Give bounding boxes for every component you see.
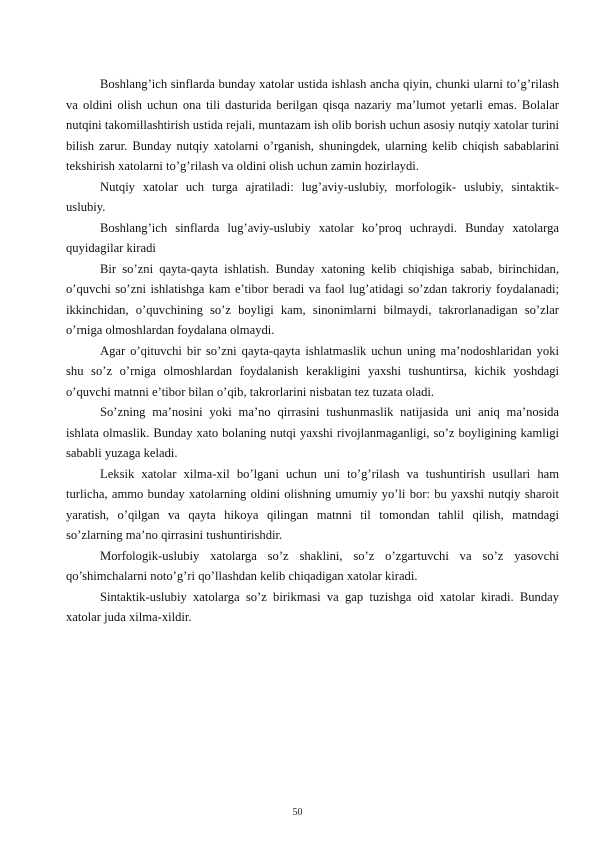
paragraph-6: So’zning ma’nosini yoki ma’no qirrasini tushunmaslik natijasida uni aniq ma’nosida ishlata olmaslik. Bunday xato bolaning nutqi yaxshi rivojlanmaganligi, so’z boyligining kamligi sababli yuzaga keladi. <box>66 405 559 460</box>
paragraph-9: Sintaktik-uslubiy xatolarga so’z birikmasi va gap tuzishga oid xatolar kiradi. Bunday xatolar juda xilma-xildir. <box>66 589 559 624</box>
paragraph-2: Nutqiy xatolar uch turga ajratiladi: lug’aviy-uslubiy, morfologik- uslubiy, sintaktik-uslubiy. <box>66 179 559 214</box>
paragraph-7: Leksik xatolar xilma-xil bo’lgani uchun uni to’g’rilash va tushuntirish usullari ham turlicha, ammo bunday xatolarning oldini olishning umumiy yo’li bor: bu yaxshi nutqiy sharoit yaratish, o’qilgan va qayta hikoya qilingan matnni til tomondan tahlil qilish, matndagi so’zlarning ma’no qirrasini tushuntirishdir. <box>66 466 559 542</box>
paragraph-5: Agar o’qituvchi bir so’zni qayta-qayta ishlatmaslik uchun uning ma’nodoshlaridan yoki shu so’z o’rniga olmoshlardan foydalanish kerakligini yaxshi tushuntirsa, kichik yoshdagi o’quvchi matnni e’tibor bilan o’qib, takrorlarini nisbatan tez tuzata oladi. <box>66 343 559 399</box>
paragraph-8: Morfologik-uslubiy xatolarga so’z shaklini, so’z o’zgartuvchi va so’z yasovchi qo’shimchalarni noto’g’ri qo’llashdan kelib chiqadigan xatolar kiradi. <box>66 548 559 583</box>
page-number: 50 <box>292 807 303 818</box>
paragraph-1: Boshlang’ich sinflarda bunday xatolar ustida ishlash ancha qiyin, chunki ularni to’g’rilash va oldini olish uchun ona tili dasturida berilgan qisqa nazariy ma’lumot yetarli emas. Bolalar nutqini takomillashtirish ustida rejali, muntazam ish olib borish uchun asosiy nutqiy xatolar turini bilish zarur. Bunday nutqiy xatolarni o’rganish, shuningdek, ularning kelib chiqish sabablarini tekshirish xatolarni to’g’rilash va oldini olish uchun zamin hozirlaydi. <box>66 77 559 173</box>
paragraph-3: Boshlang’ich sinflarda lug’aviy-uslubiy xatolar ko’proq uchraydi. Bunday xatolarga quyidagilar kiradi <box>66 220 559 255</box>
document-body <box>66 74 559 628</box>
paragraph-4: Bir so’zni qayta-qayta ishlatish. Bunday xatoning kelib chiqishiga sabab, birinchidan, o’quvchi so’zni ishlatishga kam e’tibor beradi va faol lug’atidagi so’zdan takroriy foydalanadi; ikkinchidan, o’quvchining so’z boyligi kam, sinonimlarni bilmaydi, takrorlanadigan so’zlar o’rniga olmoshlardan foydalana olmaydi. <box>66 261 559 337</box>
